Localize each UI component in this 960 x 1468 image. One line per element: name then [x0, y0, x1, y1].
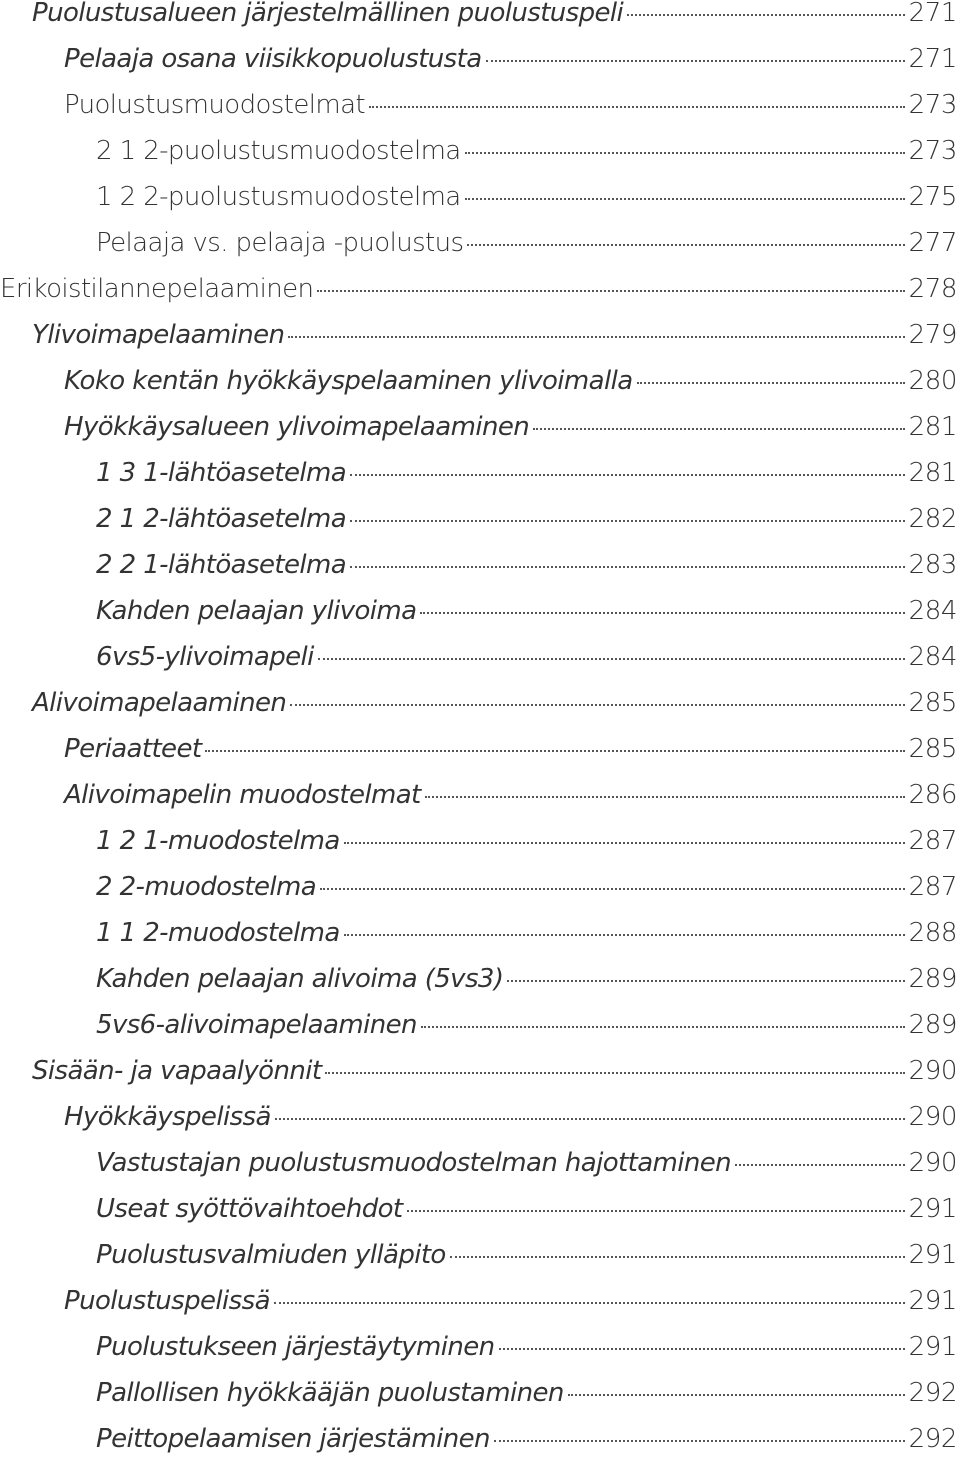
toc-entry-page: 277	[908, 228, 957, 258]
toc-leader-dots	[507, 980, 904, 982]
toc-entry[interactable]	[0, 456, 957, 502]
toc-entry[interactable]	[0, 318, 957, 364]
toc-entry[interactable]	[0, 1100, 957, 1146]
toc-leader-dots	[288, 336, 904, 338]
toc-entry[interactable]	[0, 180, 957, 226]
toc-leader-dots	[494, 1440, 905, 1442]
toc-entry-title: 1 2 2-puolustusmuodostelma	[96, 182, 461, 212]
toc-leader-dots	[275, 1118, 905, 1120]
toc-entry[interactable]	[0, 732, 957, 778]
toc-leader-dots	[350, 566, 905, 568]
toc-entry-page: 275	[908, 182, 957, 212]
toc-entry[interactable]	[0, 502, 957, 548]
toc-entry-page: 292	[908, 1424, 957, 1454]
toc-entry-title: Ylivoimapelaaminen	[32, 320, 285, 350]
toc-leader-dots	[465, 198, 905, 200]
toc-entry[interactable]	[0, 134, 957, 180]
toc-entry[interactable]	[0, 778, 957, 824]
toc-leader-dots	[421, 1026, 905, 1028]
toc-entry-title: Puolustusmuodostelmat	[64, 90, 366, 120]
toc-entry-title: 1 2 1-muodostelma	[96, 826, 340, 856]
toc-entry-page: 291	[908, 1286, 957, 1316]
toc-entry[interactable]	[0, 1330, 957, 1376]
toc-leader-dots	[407, 1210, 905, 1212]
toc-entry[interactable]	[0, 226, 957, 272]
toc-leader-dots	[350, 520, 905, 522]
toc-entry[interactable]	[0, 1376, 957, 1422]
toc-leader-dots	[205, 750, 904, 752]
toc-entry-page: 291	[908, 1332, 957, 1362]
toc-leader-dots	[369, 106, 905, 108]
toc-leader-dots	[318, 658, 905, 660]
toc-entry-title: Kahden pelaajan alivoima (5vs3)	[96, 964, 504, 994]
toc-entry-page: 273	[908, 136, 957, 166]
toc-entry[interactable]	[0, 1192, 957, 1238]
toc-entry-page: 290	[908, 1056, 957, 1086]
toc-leader-dots	[735, 1164, 905, 1166]
toc-entry-title: Puolustukseen järjestäytyminen	[96, 1332, 495, 1362]
toc-entry-page: 281	[908, 458, 957, 488]
toc-entry-title: Alivoimapelin muodostelmat	[64, 780, 421, 810]
toc-leader-dots	[627, 14, 904, 16]
toc-entry-page: 278	[908, 274, 957, 304]
toc-leader-dots	[499, 1348, 905, 1350]
toc-entry-title: Puolustusvalmiuden ylläpito	[96, 1240, 446, 1270]
toc-entry-page: 282	[908, 504, 957, 534]
toc-entry-page: 281	[908, 412, 957, 442]
toc-leader-dots	[425, 796, 905, 798]
toc-entry[interactable]	[0, 1054, 957, 1100]
toc-entry-title: 2 1 2-lähtöasetelma	[96, 504, 347, 534]
toc-leader-dots	[350, 474, 905, 476]
toc-entry-page: 283	[908, 550, 957, 580]
toc-leader-dots	[317, 290, 904, 292]
toc-leader-dots	[420, 612, 904, 614]
toc-entry-title: 2 1 2-puolustusmuodostelma	[96, 136, 461, 166]
toc-entry-page: 285	[908, 688, 957, 718]
toc-entry-title: 5vs6-alivoimapelaaminen	[96, 1010, 417, 1040]
toc-entry-title: Useat syöttövaihtoehdot	[96, 1194, 403, 1224]
toc-leader-dots	[344, 842, 905, 844]
toc-entry-title: Kahden pelaajan ylivoima	[96, 596, 417, 626]
toc-entry-title: Pallollisen hyökkääjän puolustaminen	[96, 1378, 564, 1408]
toc-entry[interactable]	[0, 1422, 957, 1468]
toc-entry[interactable]	[0, 1238, 957, 1284]
toc-leader-dots	[637, 382, 905, 384]
toc-entry-page: 289	[908, 1010, 957, 1040]
toc-entry[interactable]	[0, 1284, 957, 1330]
toc-leader-dots	[320, 888, 904, 890]
toc-entry-page: 287	[908, 872, 957, 902]
toc-entry-title: Alivoimapelaaminen	[32, 688, 287, 718]
toc-entry-title: 1 1 2-muodostelma	[96, 918, 340, 948]
toc-leader-dots	[325, 1072, 904, 1074]
toc-entry-page: 288	[908, 918, 957, 948]
toc-leader-dots	[450, 1256, 905, 1258]
toc-entry-title: Pelaaja vs. pelaaja -puolustus	[96, 228, 464, 258]
toc-entry-title: 6vs5-ylivoimapeli	[96, 642, 314, 672]
toc-entry-title: Sisään- ja vapaalyönnit	[32, 1056, 322, 1086]
toc-entry-title: 2 2 1-lähtöasetelma	[96, 550, 347, 580]
toc-entry-title: Peittopelaamisen järjestäminen	[96, 1424, 490, 1454]
toc-entry-page: 291	[908, 1240, 957, 1270]
toc-entry[interactable]	[0, 1146, 957, 1192]
toc-entry-title: Erikoistilannepelaaminen	[0, 274, 314, 304]
toc-entry[interactable]	[0, 88, 957, 134]
toc-entry-page: 286	[908, 780, 957, 810]
toc-entry[interactable]	[0, 364, 957, 410]
toc-entry-title: Puolustuspelissä	[64, 1286, 270, 1316]
toc-leader-dots	[290, 704, 904, 706]
toc-entry[interactable]	[0, 594, 957, 640]
toc-entry[interactable]	[0, 0, 957, 42]
toc-leader-dots	[344, 934, 905, 936]
toc-entry-page: 273	[908, 90, 957, 120]
toc-entry[interactable]	[0, 410, 957, 456]
toc-entry-title: Vastustajan puolustusmuodostelman hajottaminen	[96, 1148, 732, 1178]
toc-entry-page: 284	[908, 596, 957, 626]
toc-entry-title: Hyökkäyspelissä	[64, 1102, 271, 1132]
toc-entry-title: 1 3 1-lähtöasetelma	[96, 458, 347, 488]
toc-leader-dots	[568, 1394, 905, 1396]
toc-entry[interactable]	[0, 42, 957, 88]
toc-entry-title: Periaatteet	[64, 734, 202, 764]
toc-entry-page: 279	[908, 320, 957, 350]
toc-entry-page: 271	[908, 44, 957, 74]
toc-entry-title: Pelaaja osana viisikkopuolustusta	[64, 44, 482, 74]
toc-entry[interactable]	[0, 1008, 957, 1054]
toc-entry-page: 280	[908, 366, 957, 396]
toc-leader-dots	[465, 152, 905, 154]
toc-entry-title: Koko kentän hyökkäyspelaaminen ylivoimalla	[64, 366, 633, 396]
toc-entry-page: 289	[908, 964, 957, 994]
toc-entry[interactable]	[0, 548, 957, 594]
toc-entry-page: 290	[908, 1148, 957, 1178]
toc-entry-page: 291	[908, 1194, 957, 1224]
toc-leader-dots	[533, 428, 904, 430]
toc-entry[interactable]	[0, 686, 957, 732]
toc-leader-dots	[274, 1302, 905, 1304]
toc-entry-title: Hyökkäysalueen ylivoimapelaaminen	[64, 412, 530, 442]
toc-entry[interactable]	[0, 640, 957, 686]
toc-entry[interactable]	[0, 870, 957, 916]
toc-entry-title: 2 2-muodostelma	[96, 872, 317, 902]
toc-entry[interactable]	[0, 272, 957, 318]
toc-entry-title: Puolustusalueen järjestelmällinen puolustuspeli	[32, 0, 624, 28]
toc-entry-page: 287	[908, 826, 957, 856]
toc-entry-page: 271	[908, 0, 957, 28]
toc-entry-page: 292	[908, 1378, 957, 1408]
toc-entry[interactable]	[0, 916, 957, 962]
toc-entry-page: 285	[908, 734, 957, 764]
toc-entry[interactable]	[0, 962, 957, 1008]
toc-leader-dots	[486, 60, 905, 62]
toc-entry-page: 284	[908, 642, 957, 672]
toc-leader-dots	[467, 244, 904, 246]
toc-entry[interactable]	[0, 824, 957, 870]
toc-entry-page: 290	[908, 1102, 957, 1132]
